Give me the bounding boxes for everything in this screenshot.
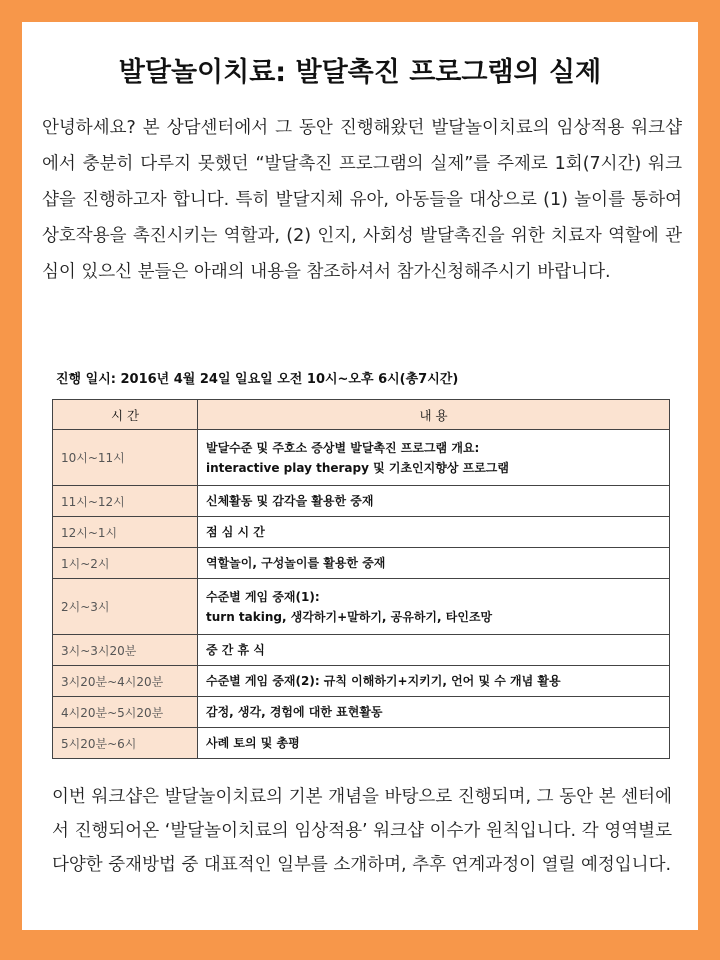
time-cell: 11시~12시 xyxy=(53,486,198,517)
content-cell xyxy=(198,517,670,548)
header-time: 시 간 xyxy=(53,400,198,430)
time-cell: 10시~11시 xyxy=(53,430,198,486)
table-row xyxy=(53,728,670,759)
content-cell xyxy=(198,579,670,635)
content-cell xyxy=(198,697,670,728)
table-row xyxy=(53,517,670,548)
schedule-body xyxy=(53,430,670,759)
time-cell: 3시20분~4시20분 xyxy=(53,666,198,697)
content-line: 점 심 시 간 xyxy=(206,525,265,539)
table-row xyxy=(53,548,670,579)
content-line: 발달수준 및 주호소 증상별 발달촉진 프로그램 개요: xyxy=(206,440,480,455)
table-header-row xyxy=(53,400,670,430)
table-row xyxy=(53,666,670,697)
table-row xyxy=(53,430,670,486)
time-cell: 5시20분~6시 xyxy=(53,728,198,759)
content-line: 수준별 게임 중재(1): xyxy=(206,589,320,604)
intro-paragraph: 안녕하세요? 본 상담센터에서 그 동안 진행해왔던 발달놀이치료의 임상적용 워크샵에서 충분히 다루지 못했던 “발달촉진 프로그램의 실제”를 주제로 1회(7시간) 워크샵을 진행하고자 합니다. 특히 발달지체 유아, 아동들을 대상으로 (1) 놀이를 통하여 상호작용을 촉진시키는 역할과, (2) 인지, 사회성 발달촉진을 위한 치료자 역할에 관심이 있으신 분들은 아래의 내용을 참조하셔서 참가신청해주시기 바랍니다. xyxy=(42,118,682,282)
content-cell xyxy=(198,430,670,486)
document-page xyxy=(22,22,698,930)
content-cell xyxy=(198,635,670,666)
time-cell: 3시~3시20분 xyxy=(53,635,198,666)
table-row xyxy=(53,697,670,728)
content-cell xyxy=(198,728,670,759)
time-cell: 1시~2시 xyxy=(53,548,198,579)
content-cell xyxy=(198,486,670,517)
table-row xyxy=(53,486,670,517)
table-row xyxy=(53,635,670,666)
content-line: 역할놀이, 구성놀이를 활용한 중재 xyxy=(206,556,386,570)
content-line: 감정, 생각, 경험에 대한 표현활동 xyxy=(206,705,383,719)
content-cell xyxy=(198,548,670,579)
time-cell: 2시~3시 xyxy=(53,579,198,635)
content-line: 수준별 게임 중재(2): 규칙 이해하기+지키기, 언어 및 수 개념 활용 xyxy=(206,674,561,688)
page-title: 발달놀이치료: 발달촉진 프로그램의 실제 xyxy=(118,57,602,88)
table-row xyxy=(53,579,670,635)
content-line: 중 간 휴 식 xyxy=(206,643,265,657)
content-cell xyxy=(198,666,670,697)
content-line: 신체활동 및 감각을 활용한 중재 xyxy=(206,494,374,508)
outro-paragraph: 이번 워크샵은 발달놀이치료의 기본 개념을 바탕으로 진행되며, 그 동안 본 센터에서 진행되어온 ‘발달놀이치료의 임상적용’ 워크샵 이수가 원칙입니다. 각 영역별로 다양한 중재방법 중 대표적인 일부를 소개하며, 추후 연계과정이 열릴 예정입니다. xyxy=(52,787,672,875)
schedule-date: 진행 일시: 2016년 4월 24일 일요일 오전 10시~오후 6시(총7시간) xyxy=(56,372,459,387)
content-line: turn taking, 생각하기+말하기, 공유하기, 타인조망 xyxy=(206,609,493,624)
content-line: interactive play therapy 및 기초인지향상 프로그램 xyxy=(206,460,509,475)
content-line: 사례 토의 및 총평 xyxy=(206,736,300,750)
time-cell: 4시20분~5시20분 xyxy=(53,697,198,728)
schedule-table xyxy=(52,399,670,759)
time-cell: 12시~1시 xyxy=(53,517,198,548)
header-content: 내 용 xyxy=(198,400,670,430)
